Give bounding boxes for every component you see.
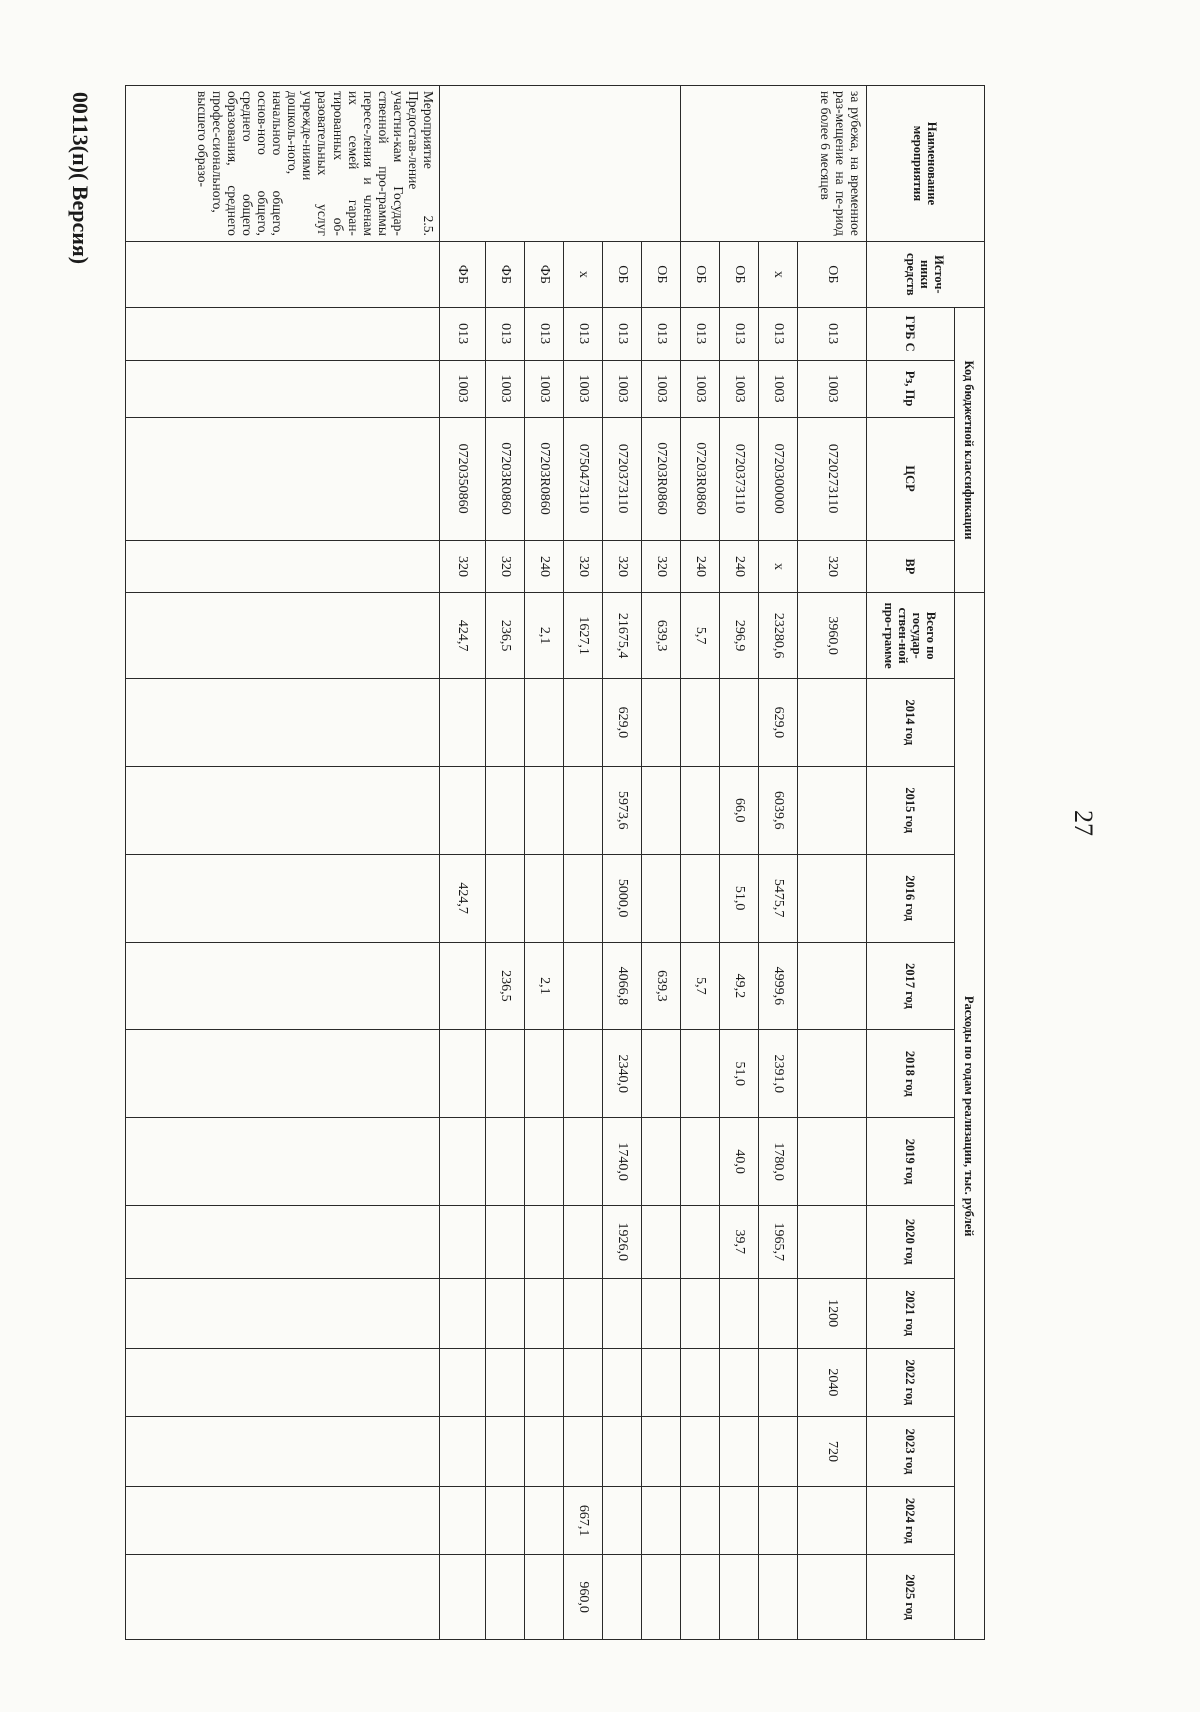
year-value-cell: 2340,0: [602, 1030, 641, 1118]
header-rzpr: Рз, Пр: [867, 360, 955, 417]
csr-cell: 0720373110: [602, 417, 641, 540]
year-value-cell: [563, 942, 602, 1030]
year-value-cell: 720: [797, 1416, 866, 1486]
year-value-cell: 2391,0: [758, 1030, 797, 1118]
year-value-cell: [602, 1487, 641, 1555]
year-value-cell: [485, 1206, 524, 1278]
year-value-cell: 5000,0: [602, 854, 641, 942]
total-cell: 639,3: [641, 593, 680, 679]
year-value-cell: 4066,8: [602, 942, 641, 1030]
year-value-cell: [797, 678, 866, 766]
total-cell: 5,7: [680, 593, 719, 679]
year-value-cell: [440, 766, 486, 854]
year-value-cell: [485, 854, 524, 942]
year-value-cell: [641, 1416, 680, 1486]
year-value-cell: 4999,6: [758, 942, 797, 1030]
year-value-cell: 960,0: [563, 1555, 602, 1640]
year-value-cell: 629,0: [602, 678, 641, 766]
year-value-cell: [719, 1555, 758, 1640]
table-row: [758, 86, 797, 1640]
source-cell: ФБ: [440, 241, 486, 307]
table-wrapper: [125, 85, 985, 1640]
grbs-cell: 013: [680, 307, 719, 360]
empty-cell: [126, 307, 440, 360]
rzpr-cell: 1003: [440, 360, 486, 417]
csr-cell: 0720273110: [797, 417, 866, 540]
header-year: 2024 год: [867, 1487, 955, 1555]
empty-cell: [126, 854, 440, 942]
empty-cell: [126, 1416, 440, 1486]
year-value-cell: [641, 854, 680, 942]
grbs-cell: 013: [563, 307, 602, 360]
header-vr: ВР: [867, 540, 955, 593]
year-value-cell: [524, 1487, 563, 1555]
year-value-cell: [440, 1416, 486, 1486]
year-value-cell: [680, 678, 719, 766]
page-number: 27: [1069, 810, 1098, 836]
vr-cell: 240: [719, 540, 758, 593]
header-expenses-group: Расходы по годам реализации, тыс. рублей: [955, 593, 985, 1640]
header-year: 2019 год: [867, 1118, 955, 1206]
year-value-cell: [641, 1555, 680, 1640]
year-value-cell: [524, 1348, 563, 1416]
year-value-cell: [797, 766, 866, 854]
vr-cell: х: [758, 540, 797, 593]
csr-cell: 0720300000: [758, 417, 797, 540]
rzpr-cell: 1003: [758, 360, 797, 417]
empty-cell: [126, 593, 440, 679]
empty-cell: [126, 241, 440, 307]
year-value-cell: [641, 1348, 680, 1416]
year-value-cell: [641, 766, 680, 854]
table-row: [602, 86, 641, 1640]
source-cell: х: [563, 241, 602, 307]
table-row: [719, 86, 758, 1640]
year-value-cell: [719, 1278, 758, 1348]
year-value-cell: [797, 1487, 866, 1555]
year-value-cell: [563, 766, 602, 854]
total-cell: 3960,0: [797, 593, 866, 679]
table-row: [797, 86, 866, 1640]
total-cell: 23280,6: [758, 593, 797, 679]
year-value-cell: [563, 1348, 602, 1416]
year-value-cell: [641, 678, 680, 766]
empty-cell: [126, 678, 440, 766]
year-value-cell: [524, 1118, 563, 1206]
empty-cell: [126, 1555, 440, 1640]
header-total: Всего по государ-ствен-ной про-грамме: [867, 593, 955, 679]
table-row: [563, 86, 602, 1640]
source-cell: ОБ: [719, 241, 758, 307]
year-value-cell: [641, 1206, 680, 1278]
year-value-cell: [680, 1416, 719, 1486]
measure-name-cell: за рубежа, на временное раз-мещение на пе-риод не более 6 месяцев: [680, 86, 866, 242]
year-value-cell: 1740,0: [602, 1118, 641, 1206]
year-value-cell: [524, 1206, 563, 1278]
year-value-cell: [563, 854, 602, 942]
empty-cell: [126, 1118, 440, 1206]
year-value-cell: 5475,7: [758, 854, 797, 942]
header-year: 2022 год: [867, 1348, 955, 1416]
rzpr-cell: 1003: [641, 360, 680, 417]
source-cell: ОБ: [680, 241, 719, 307]
year-value-cell: [797, 854, 866, 942]
year-value-cell: [563, 1416, 602, 1486]
table-row: [440, 86, 486, 1640]
header-year: 2018 год: [867, 1030, 955, 1118]
year-value-cell: [524, 1030, 563, 1118]
year-value-cell: [440, 942, 486, 1030]
header-code-group: Код бюджетной классификации: [955, 307, 985, 593]
year-value-cell: [758, 1278, 797, 1348]
header-year: 2015 год: [867, 766, 955, 854]
grbs-cell: 013: [485, 307, 524, 360]
csr-cell: 07203R0860: [641, 417, 680, 540]
rzpr-cell: 1003: [524, 360, 563, 417]
year-value-cell: 667,1: [563, 1487, 602, 1555]
grbs-cell: 013: [758, 307, 797, 360]
header-year: 2014 год: [867, 678, 955, 766]
year-value-cell: 2,1: [524, 942, 563, 1030]
year-value-cell: [485, 1487, 524, 1555]
header-csr: ЦСР: [867, 417, 955, 540]
empty-cell: [126, 1030, 440, 1118]
year-value-cell: 1780,0: [758, 1118, 797, 1206]
year-value-cell: [680, 1206, 719, 1278]
measure-name-cell-blank: [440, 86, 681, 242]
grbs-cell: 013: [524, 307, 563, 360]
vr-cell: 240: [524, 540, 563, 593]
year-value-cell: [602, 1416, 641, 1486]
year-value-cell: [602, 1555, 641, 1640]
year-value-cell: [797, 1206, 866, 1278]
year-value-cell: [440, 678, 486, 766]
source-cell: х: [758, 241, 797, 307]
year-value-cell: [563, 1030, 602, 1118]
year-value-cell: 5,7: [680, 942, 719, 1030]
rotated-table-area: [125, 85, 985, 1640]
year-value-cell: 40,0: [719, 1118, 758, 1206]
source-cell: ОБ: [641, 241, 680, 307]
year-value-cell: [440, 1278, 486, 1348]
total-cell: 236,5: [485, 593, 524, 679]
year-value-cell: [797, 1030, 866, 1118]
empty-cell: [126, 766, 440, 854]
year-value-cell: [485, 678, 524, 766]
year-value-cell: [680, 854, 719, 942]
csr-cell: 07203R0860: [680, 417, 719, 540]
year-value-cell: [485, 1416, 524, 1486]
year-value-cell: 639,3: [641, 942, 680, 1030]
total-cell: 424,7: [440, 593, 486, 679]
source-cell: ФБ: [485, 241, 524, 307]
year-value-cell: 2040: [797, 1348, 866, 1416]
header-name: Наименование мероприятия: [867, 86, 985, 242]
source-cell: ОБ: [797, 241, 866, 307]
year-value-cell: [524, 1416, 563, 1486]
year-value-cell: [563, 1206, 602, 1278]
year-value-cell: [758, 1416, 797, 1486]
table-header: [867, 86, 985, 1640]
csr-cell: 0720350860: [440, 417, 486, 540]
empty-cell: [126, 1487, 440, 1555]
total-cell: 21675,4: [602, 593, 641, 679]
year-value-cell: [641, 1487, 680, 1555]
year-value-cell: 6039,6: [758, 766, 797, 854]
year-value-cell: [485, 1030, 524, 1118]
grbs-cell: 013: [440, 307, 486, 360]
header-year: 2025 год: [867, 1555, 955, 1640]
measure-2-5-name-cell: Мероприятие 2.5. Предостав-ление участни-кам Государ-ственной про-граммы пересе-ления и членам их семей гаран-тированных об-разовательных услуг учрежде-ниями дошколь-ного, начального общего, основ-ного общего, среднего общего образования, среднего профес-сионального, высшего образо-: [126, 86, 440, 242]
year-value-cell: [485, 1555, 524, 1640]
year-value-cell: [524, 854, 563, 942]
rzpr-cell: 1003: [680, 360, 719, 417]
vr-cell: 320: [602, 540, 641, 593]
year-value-cell: [440, 1030, 486, 1118]
year-value-cell: 51,0: [719, 854, 758, 942]
year-value-cell: [563, 1118, 602, 1206]
year-value-cell: [524, 766, 563, 854]
year-value-cell: 236,5: [485, 942, 524, 1030]
year-value-cell: [524, 678, 563, 766]
table-row: [524, 86, 563, 1640]
header-year: 2023 год: [867, 1416, 955, 1486]
year-value-cell: [758, 1555, 797, 1640]
header-source: Источ-ники средств: [867, 241, 985, 307]
rzpr-cell: 1003: [602, 360, 641, 417]
rzpr-cell: 1003: [719, 360, 758, 417]
year-value-cell: 51,0: [719, 1030, 758, 1118]
expenses-table: [125, 85, 985, 1640]
table-row: [485, 86, 524, 1640]
table-body: [126, 86, 867, 1640]
table-row: [126, 86, 440, 1640]
vr-cell: 320: [641, 540, 680, 593]
year-value-cell: [485, 1278, 524, 1348]
rzpr-cell: 1003: [797, 360, 866, 417]
table-row: [680, 86, 719, 1640]
year-value-cell: [680, 766, 719, 854]
year-value-cell: [440, 1206, 486, 1278]
year-value-cell: [680, 1487, 719, 1555]
csr-cell: 0750473110: [563, 417, 602, 540]
year-value-cell: 424,7: [440, 854, 486, 942]
year-value-cell: [680, 1278, 719, 1348]
source-cell: ОБ: [602, 241, 641, 307]
year-value-cell: [719, 678, 758, 766]
year-value-cell: 629,0: [758, 678, 797, 766]
year-value-cell: [440, 1348, 486, 1416]
empty-cell: [126, 1348, 440, 1416]
year-value-cell: [524, 1278, 563, 1348]
year-value-cell: 1200: [797, 1278, 866, 1348]
year-value-cell: [563, 1278, 602, 1348]
year-value-cell: [680, 1118, 719, 1206]
year-value-cell: 49,2: [719, 942, 758, 1030]
rzpr-cell: 1003: [563, 360, 602, 417]
vr-cell: 320: [563, 540, 602, 593]
empty-cell: [126, 1278, 440, 1348]
header-grbs: ГРБ С: [867, 307, 955, 360]
year-value-cell: 1965,7: [758, 1206, 797, 1278]
empty-cell: [126, 540, 440, 593]
year-value-cell: [641, 1278, 680, 1348]
year-value-cell: [524, 1555, 563, 1640]
table-row: [641, 86, 680, 1640]
empty-cell: [126, 942, 440, 1030]
year-value-cell: [758, 1487, 797, 1555]
year-value-cell: 66,0: [719, 766, 758, 854]
year-value-cell: [680, 1348, 719, 1416]
year-value-cell: [719, 1416, 758, 1486]
vr-cell: 320: [485, 540, 524, 593]
header-year: 2021 год: [867, 1278, 955, 1348]
year-value-cell: 1926,0: [602, 1206, 641, 1278]
year-value-cell: [797, 1118, 866, 1206]
header-year: 2016 год: [867, 854, 955, 942]
csr-cell: 07203R0860: [485, 417, 524, 540]
source-cell: ФБ: [524, 241, 563, 307]
year-value-cell: [440, 1555, 486, 1640]
total-cell: 1627,1: [563, 593, 602, 679]
rzpr-cell: 1003: [485, 360, 524, 417]
empty-cell: [126, 360, 440, 417]
header-year: 2017 год: [867, 942, 955, 1030]
csr-cell: 0720373110: [719, 417, 758, 540]
total-cell: 2,1: [524, 593, 563, 679]
year-value-cell: [680, 1555, 719, 1640]
year-value-cell: [485, 766, 524, 854]
year-value-cell: [485, 1118, 524, 1206]
year-value-cell: [440, 1487, 486, 1555]
year-value-cell: [602, 1278, 641, 1348]
header-year: 2020 год: [867, 1206, 955, 1278]
vr-cell: 240: [680, 540, 719, 593]
year-value-cell: [719, 1348, 758, 1416]
year-value-cell: 5973,6: [602, 766, 641, 854]
empty-cell: [126, 1206, 440, 1278]
grbs-cell: 013: [641, 307, 680, 360]
year-value-cell: [485, 1348, 524, 1416]
csr-cell: 07203R0860: [524, 417, 563, 540]
vr-cell: 320: [440, 540, 486, 593]
vr-cell: 320: [797, 540, 866, 593]
year-value-cell: [758, 1348, 797, 1416]
total-cell: 296,9: [719, 593, 758, 679]
year-value-cell: 39,7: [719, 1206, 758, 1278]
grbs-cell: 013: [602, 307, 641, 360]
year-value-cell: [440, 1118, 486, 1206]
grbs-cell: 013: [797, 307, 866, 360]
year-value-cell: [641, 1030, 680, 1118]
year-value-cell: [641, 1118, 680, 1206]
year-value-cell: [680, 1030, 719, 1118]
year-value-cell: [719, 1487, 758, 1555]
grbs-cell: 013: [719, 307, 758, 360]
year-value-cell: [797, 942, 866, 1030]
year-value-cell: [602, 1348, 641, 1416]
year-value-cell: [563, 678, 602, 766]
empty-cell: [126, 417, 440, 540]
year-value-cell: [797, 1555, 866, 1640]
document-footer-code: 00113(п)( Версия): [68, 91, 93, 265]
